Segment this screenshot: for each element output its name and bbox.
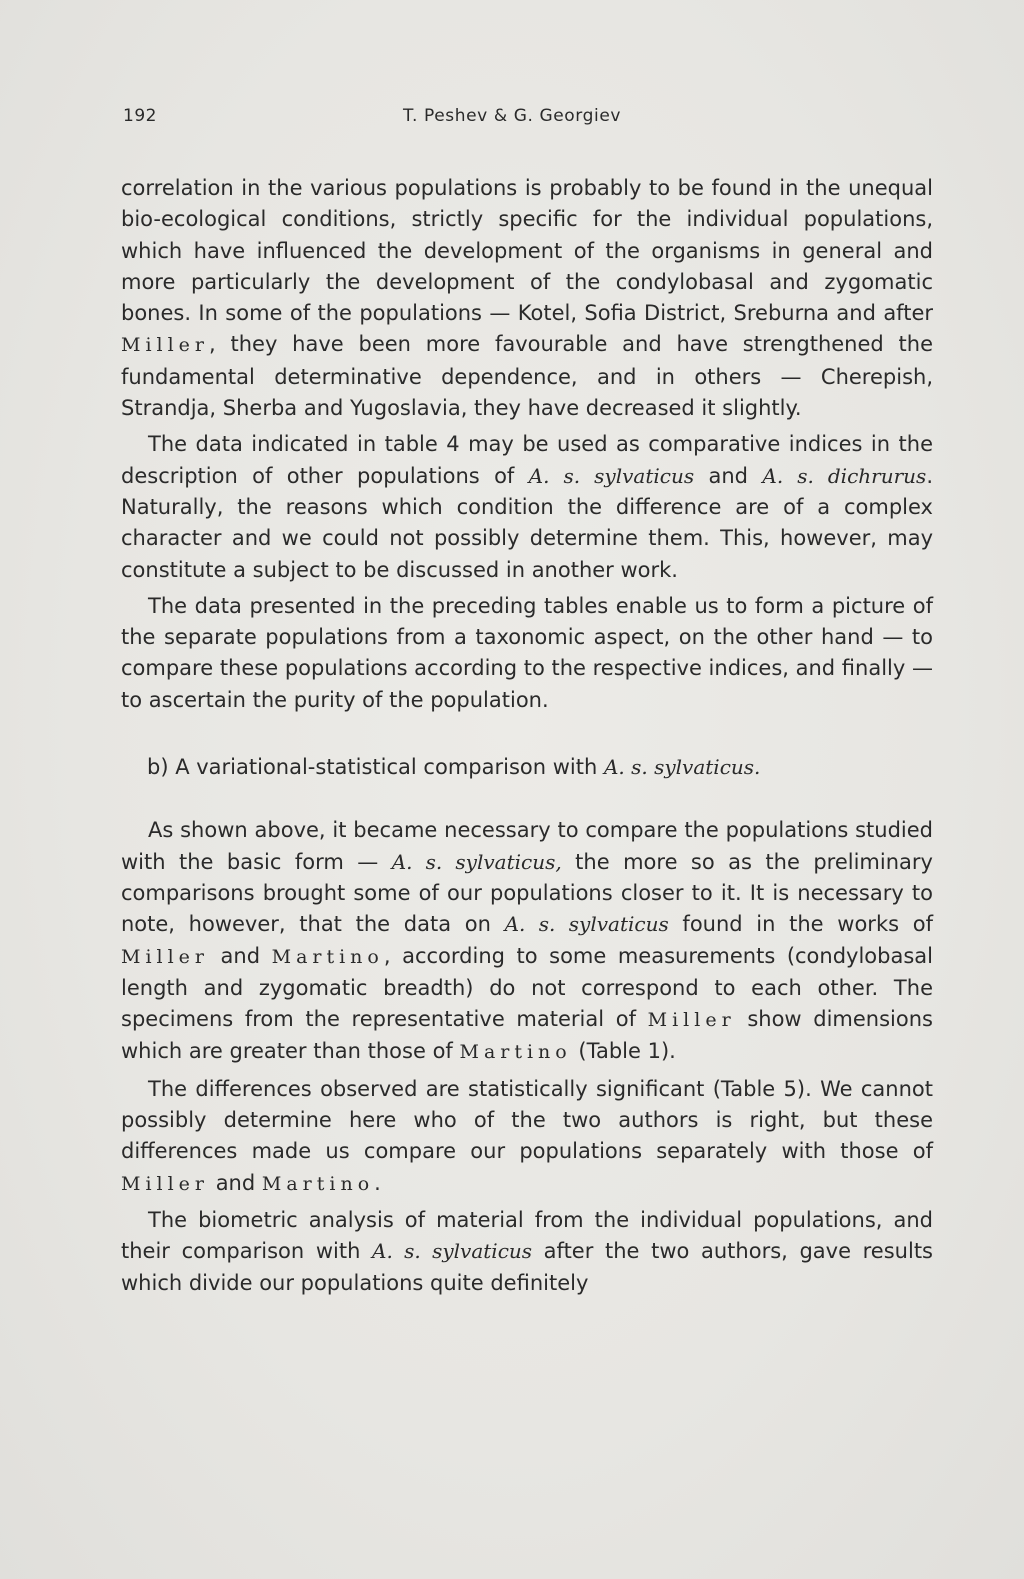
taxon-name: A. s. sylvaticus [528, 463, 695, 488]
author-name: Martino [271, 945, 384, 968]
section-heading-text: b) A variational-statistical comparison with [147, 755, 604, 780]
paragraph-6 [121, 1205, 933, 1299]
paragraph-2 [121, 429, 933, 585]
paragraph-1-text-b: , they have been more favourable and have strengthened the fundamental determinative dependence, and in others — Cherepish, Strandja, Sherba and Yugoslavia, they have decreased it slightly. [121, 332, 933, 421]
paragraph-4-text-d: and [209, 943, 272, 968]
paragraph-5-text-b: and [209, 1170, 262, 1195]
paragraph-3: The data presented in the preceding tables enable us to form a picture of the separate populations from a taxonomic aspect, on the other hand — to compare these populations according to the respective indices, and finally — to ascertain the purity of the population. [121, 593, 933, 712]
paragraph-2-text-b: and [694, 463, 763, 488]
paragraph-6-text-a: The biometric analysis of material from the individual populations, and their comparison with [121, 1207, 933, 1264]
paragraph-1-text-a: correlation in the various populations is probably to be found in the unequal bio-ecological conditions, strictly specific for the individual populations, which have influenced the development of the organisms in general and more particularly the development of the condylobasal and zygomatic bones. In some of the populations — Kotel, Sofia District, Sreburna and after [121, 176, 933, 326]
taxon-name: A. s. sylvaticus, [391, 849, 562, 874]
body-text [121, 173, 933, 1299]
section-heading [121, 752, 933, 783]
paragraph-4-text-a: As shown above, it became necessary to compare the populations studied with the basic form — [121, 818, 933, 874]
paragraph-4-text-e: , according to some measurements (condylobasal length and zygomatic breadth) do not correspond to each other. The specimens from the representative material of [121, 943, 933, 1032]
paragraph-2-text-c: . Naturally, the reasons which condition the difference are of a complex character and we could not possibly determine them. This, however, may constitute a subject to be discussed in another work. [121, 463, 933, 582]
author-name: Miller [121, 334, 210, 357]
author-name: Miller [647, 1009, 736, 1032]
taxon-name: A. s. sylvaticus [372, 1239, 533, 1264]
taxon-name: A. s. dichrurus [762, 463, 927, 488]
author-name: Miller [121, 945, 210, 968]
taxon-name: A. s. sylvaticus. [603, 755, 761, 780]
page-number: 192 [123, 106, 157, 126]
paragraph-4-text-c: found in the works of [668, 912, 933, 937]
paragraph-5 [121, 1074, 933, 1200]
author-name: Martino [459, 1041, 572, 1064]
paragraph-4 [121, 815, 933, 1068]
taxon-name: A. s. sylvaticus [504, 912, 669, 937]
paragraph-4-text-g: (Table 1). [571, 1039, 676, 1064]
page-header [123, 106, 933, 132]
paragraph-4-text-b: the more so as the preliminary comparisons brought some of our populations closer to it. It is necessary to note, however, that the data on [121, 849, 933, 937]
paragraph-2-text-a: The data indicated in table 4 may be used as comparative indices in the description of other populations of [121, 432, 933, 488]
paragraph-6-text-b: after the two authors, gave results which divide our populations quite definitely [121, 1239, 933, 1295]
paragraph-1 [121, 173, 933, 424]
author-name: Miller [121, 1172, 210, 1195]
running-head: T. Peshev & G. Georgiev [403, 106, 622, 126]
paragraph-5-text-c: . [374, 1170, 381, 1195]
paragraph-4-text-f: show dimensions which are greater than those of [121, 1007, 933, 1064]
author-name: Martino [261, 1172, 375, 1195]
paragraph-5-text-a: The differences observed are statistically significant (Table 5). We cannot possibly determine here who of the two authors is right, but these differences made us compare our populations separately with those of [121, 1076, 933, 1164]
